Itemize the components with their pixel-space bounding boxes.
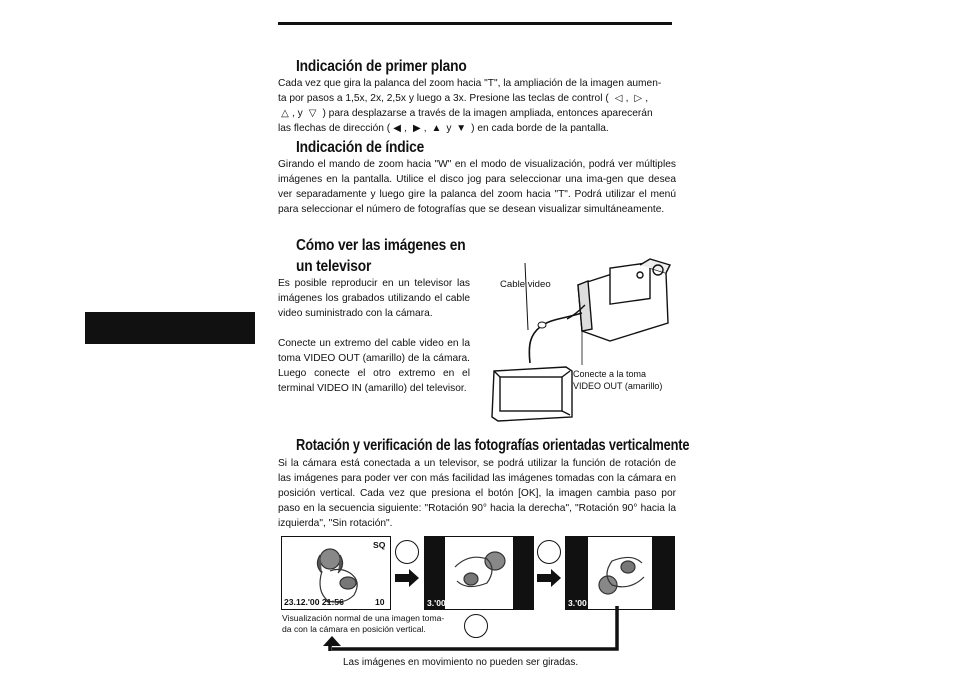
section-tab — [85, 312, 255, 344]
screen-caption-1: Visualización normal de una imagen toma- — [282, 613, 445, 623]
left-arrow-icon: ◀ — [393, 123, 401, 134]
closeup-line-4: las flechas de dirección ( ◀ , ▶ , ▲ y ▼ ) en cada borde de la pantalla. — [278, 123, 609, 134]
ok-button-icon — [395, 540, 419, 564]
down-triangle-icon: ▽ — [308, 108, 317, 119]
footnote: Las imágenes en movimiento no pueden ser giradas. — [343, 657, 579, 668]
tv-text-2: Conecte un extremo del cable video en la toma VIDEO OUT (amarillo) de la cámara. Luego conecte el otro extremo en el terminal VIDEO IN (amarillo) del televisor. — [278, 338, 470, 394]
sq-badge: SQ — [373, 540, 386, 550]
closeup-line-1: Cada vez que gira la palanca del zoom hacia "T", la ampliación de la imagen aumen- — [278, 78, 662, 89]
television-icon — [492, 367, 572, 421]
return-arrow-icon — [320, 606, 624, 660]
jack-label-1: Conecte a la toma — [573, 369, 647, 379]
screen2-date: 3.'00 21:56 — [427, 598, 471, 608]
closeup-line-4-end: ) en cada borde de la pantalla. — [471, 123, 609, 134]
right-arrow-icon: ▶ — [412, 123, 421, 134]
cable-label-pointer — [525, 263, 528, 330]
right-triangle-icon: ▷ — [634, 93, 643, 104]
index-text: Girando el mando de zoom hacia "W" en el modo de visualización, podrá ver múltiples imágenes en la pantalla. Utilice el disco jog para seleccionar una ima-gen que desea ver separadamente y luego gire la palanca del zoom hacia "T". Podrá utilizar el menú para seleccionar el número de fotografías que se desean visualizar simultáneamente. — [278, 159, 676, 215]
screen-rotated-right — [424, 536, 534, 610]
tv-text-1: Es posible reproducir en un televisor las imágenes los grabados utilizando el cable video suministrado con la cámara. — [278, 278, 470, 319]
rotation-text: Si la cámara está conectada a un televisor, se podrá utilizar la función de rotación de las imágenes para poder ver con más facilidad las imágenes tomadas con la cámara en posición vertical. Cada vez que presiona el botón [OK], la imagen cambia paso por paso en la secuencia siguiente: "Rotación 90° hacia la derecha", "Rotación 90° hacia la izquierda", "Sin rotación". — [278, 458, 676, 529]
camera-icon — [567, 259, 670, 341]
closeup-line-4-and: y — [446, 123, 452, 134]
closeup-text — [278, 76, 676, 136]
closeup-line-3 — [278, 106, 676, 121]
tv-title-line-1: Cómo ver las imágenes en — [296, 237, 466, 254]
screen1-count: 10 — [375, 597, 385, 607]
screen3-date: 3.'00 21:56 — [568, 598, 612, 608]
tv-title-line-2: un televisor — [296, 258, 372, 275]
closeup-title: Indicación de primer plano — [296, 58, 467, 75]
closeup-line-4-start: las flechas de dirección ( — [278, 123, 391, 134]
screen1-date: 23.12.'00 21:56 — [284, 597, 344, 607]
camera-tv-illustration — [490, 245, 680, 425]
closeup-line-3-mid: , y — [292, 108, 303, 119]
index-title: Indicación de índice — [296, 139, 425, 156]
closeup-line-3-end: ) para desplazarse a través de la imagen ampliada, entonces aparecerán — [322, 108, 653, 119]
ok-button-icon — [537, 540, 561, 564]
closeup-line-2: ta por pasos a 1,5x, 2x, 2,5x y luego a 3x. Presione las teclas de control ( ◁ , ▷ , — [278, 93, 649, 104]
cable-plug-icon — [538, 322, 546, 328]
video-cable-icon — [529, 313, 582, 363]
up-triangle-icon: △ — [281, 108, 289, 119]
jack-label-2: VIDEO OUT (amarillo) — [573, 381, 663, 391]
top-rule — [278, 22, 672, 25]
closeup-line-2-text: ta por pasos a 1,5x, 2x, 2,5x y luego a 3x. Presione las teclas de control ( — [278, 93, 609, 104]
cable-label: Cable video — [500, 279, 551, 290]
up-arrow-icon: ▲ — [431, 123, 442, 134]
screen-rotated-left — [565, 536, 675, 610]
right-arrow-icon — [393, 568, 421, 588]
rotation-title: Rotación y verificación de las fotografías orientadas verticalmente — [296, 437, 690, 454]
down-arrow-icon: ▼ — [456, 123, 467, 134]
right-arrow-icon — [535, 568, 563, 588]
screen-caption-2: da con la cámara en posición vertical. — [282, 624, 426, 634]
left-triangle-icon: ◁ — [614, 93, 623, 104]
